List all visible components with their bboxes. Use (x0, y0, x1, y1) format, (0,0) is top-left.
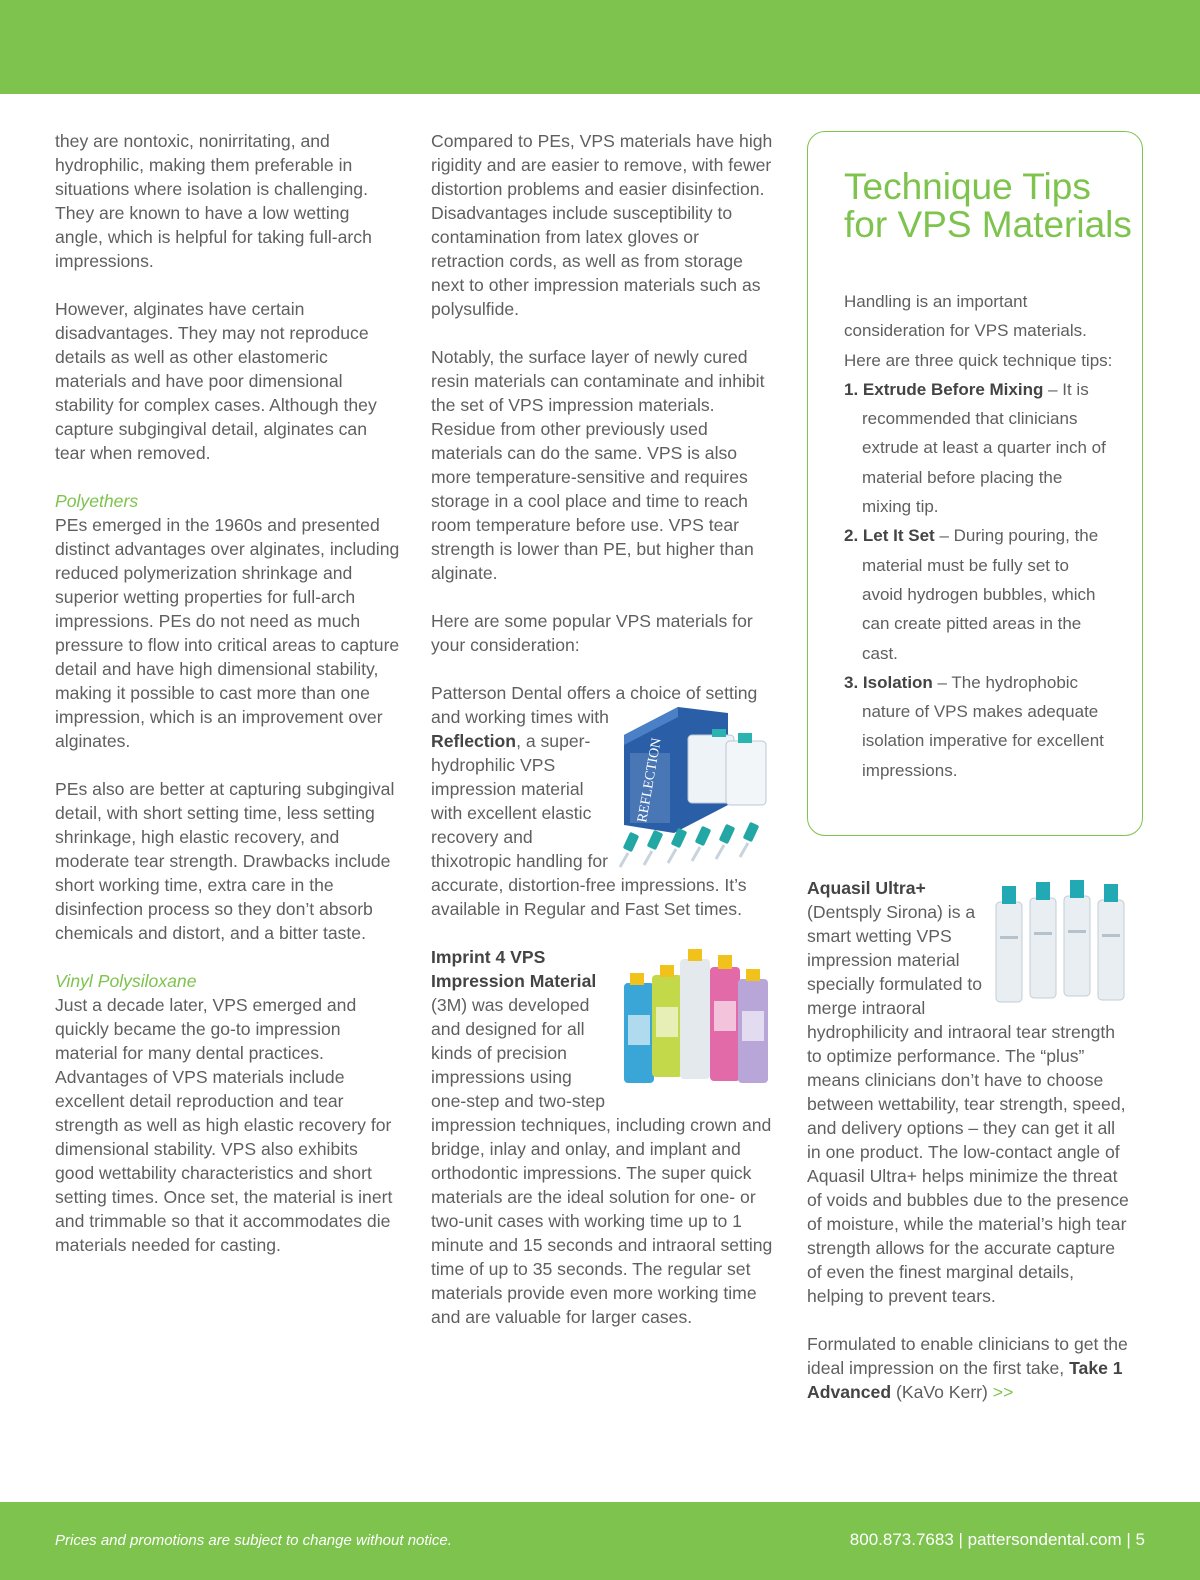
continue-arrows: >> (992, 1382, 1014, 1402)
aquasil-product-name: Aquasil Ultra+ (807, 878, 926, 898)
tip-number: 3. (844, 672, 859, 692)
aquasil-paragraph (807, 876, 1132, 1308)
aquasil-product-image (990, 876, 1132, 1008)
paragraph: However, alginates have certain disadvantages. They may not reproduce details as well as other elastomeric materials and have poor dimensional stability for complex cases. Although they capture subgingival detail, alginates can tear when removed. (55, 299, 377, 463)
tips-body (844, 287, 1114, 785)
aquasil-description: (Dentsply Sirona) is a smart wetting VPS impression material specially formulated to merge intraoral hydrophilicity and intraoral tear strength to optimize performance. The “plus” means clinicians don’t have to choose between wettability, tear strength, speed, and delivery options – they can get it all in one product. The low-contact angle of Aquasil Ultra+ helps minimize the threat of voids and bubbles due to the presence of moisture, while the material’s high tear strength allows for the accurate capture of even the finest marginal details, helping to prevent tears. (807, 902, 1129, 1306)
tip-name: Extrude Before Mixing (862, 379, 1044, 399)
take1-maker: (KaVo Kerr) (891, 1382, 993, 1402)
take1-intro: Formulated to enable clinicians to get the ideal impression on the first take, (807, 1334, 1128, 1378)
technique-tips-box (807, 131, 1143, 836)
paragraph: they are nontoxic, nonirritating, and hydrophilic, making them preferable in situations where isolation is challenging. They are known to have a low wetting angle, which is helpful for taking full-arch impressions. (55, 131, 372, 271)
column-1 (55, 129, 400, 1281)
tips-intro: Handling is an important consideration for VPS materials. Here are three quick technique tips: (844, 292, 1113, 370)
tip-text: – The hydrophobic nature of VPS makes adequate isolation imperative for excellent impressions. (862, 672, 1104, 780)
imprint-description: (3M) was developed and designed for all kinds of precision impressions using one-step and two-step impression techniques, including crown and bridge, inlay and onlay, and implant and orthodontic impressions. The super quick materials are the ideal solution for one- or two-unit cases with working time up to 1 minute and 15 seconds and intraoral setting time of up to 35 seconds. The regular set materials provide even more working time and are valuable for larger cases. (431, 995, 773, 1327)
paragraph: Notably, the surface layer of newly cured resin materials can contaminate and inhibit the set of VPS impression materials. Residue from other previously used materials can do the same. VPS is also more temperature-sensitive and requires storage in a cool place and time to reach room temperature before use. VPS tear strength is lower than PE, but higher than alginate. (431, 347, 765, 583)
take1-paragraph (807, 1332, 1132, 1404)
imprint-product-image (616, 945, 776, 1091)
tip-item (844, 375, 1114, 521)
column-3 (807, 876, 1132, 1428)
tip-number: 1. (844, 379, 859, 399)
take1-product-name: Take 1 Advanced (807, 1358, 1123, 1402)
paragraph: Here are some popular VPS materials for your consideration: (431, 611, 753, 655)
tip-item (844, 521, 1114, 667)
subheading-vinyl-polysiloxane: Vinyl Polysiloxane (55, 971, 197, 991)
tip-number: 2. (844, 526, 859, 546)
paragraph: Compared to PEs, VPS materials have high rigidity and are easier to remove, with fewer distortion problems and easier disinfection. Disadvantages include susceptibility to contamination from latex gloves or retraction cords, as well as from storage next to other impression materials such as polysulfide. (431, 131, 773, 319)
paragraph: PEs also are better at capturing subgingival detail, with short setting time, less setting shrinkage, high elastic recovery, and moderate tear strength. Drawbacks include short working time, extra care in the disinfection process so they don’t absorb chemicals and distort, and a bitter taste. (55, 779, 395, 943)
top-green-band (0, 0, 1200, 94)
tip-text: – It is recommended that clinicians extrude at least a quarter inch of material before placing the mixing tip. (862, 379, 1106, 517)
reflection-description: , a super-hydrophilic VPS impression material with excellent elastic recovery and thixotropic handling for accurate, distortion-free impressions. It’s available in Regular and Fast Set times. (431, 731, 747, 919)
imprint-paragraph (431, 945, 776, 1329)
column-2 (431, 129, 776, 1353)
tips-title: Technique Tips for VPS Materials (844, 166, 1132, 245)
footer-band (0, 1502, 1200, 1580)
tips-list (844, 375, 1114, 785)
tip-item (844, 668, 1114, 785)
tip-text: – During pouring, the material must be fully set to avoid hydrogen bubbles, which can create pitted areas in the cast. (862, 526, 1099, 663)
paragraph: PEs emerged in the 1960s and presented distinct advantages over alginates, including reduced polymerization shrinkage and superior wetting properties for full-arch impressions. PEs do not need as much pressure to flow into critical areas to capture detail and have high dimensional stability, making it possible to cast more than one impression, which is an improvement over alginates. (55, 515, 400, 751)
reflection-intro: Patterson Dental offers a choice of setting and working times with (431, 683, 758, 727)
footer-disclaimer: Prices and promotions are subject to change without notice. (55, 1532, 452, 1549)
imprint-product-name: Imprint 4 VPS Impression Material (431, 947, 597, 991)
tip-name: Let It Set (862, 526, 935, 546)
paragraph: Just a decade later, VPS emerged and quickly became the go-to impression material for many dental practices. Advantages of VPS materials include excellent detail reproduction and tear strength as well as high elastic recovery for dimensional stability. VPS also exhibits good wettability characteristics and short setting times. Once set, the material is inert and trimmable so that it accommodates die materials needed for casting. (55, 995, 393, 1255)
footer-contact: 800.873.7683 | pattersondental.com | 5 (849, 1530, 1145, 1549)
reflection-product-image (616, 705, 776, 873)
subheading-polyethers: Polyethers (55, 491, 139, 511)
reflection-paragraph (431, 681, 776, 921)
reflection-box-label: REFLECTION (635, 736, 665, 824)
tip-name: Isolation (862, 672, 933, 692)
reflection-product-name: Reflection (431, 731, 517, 751)
